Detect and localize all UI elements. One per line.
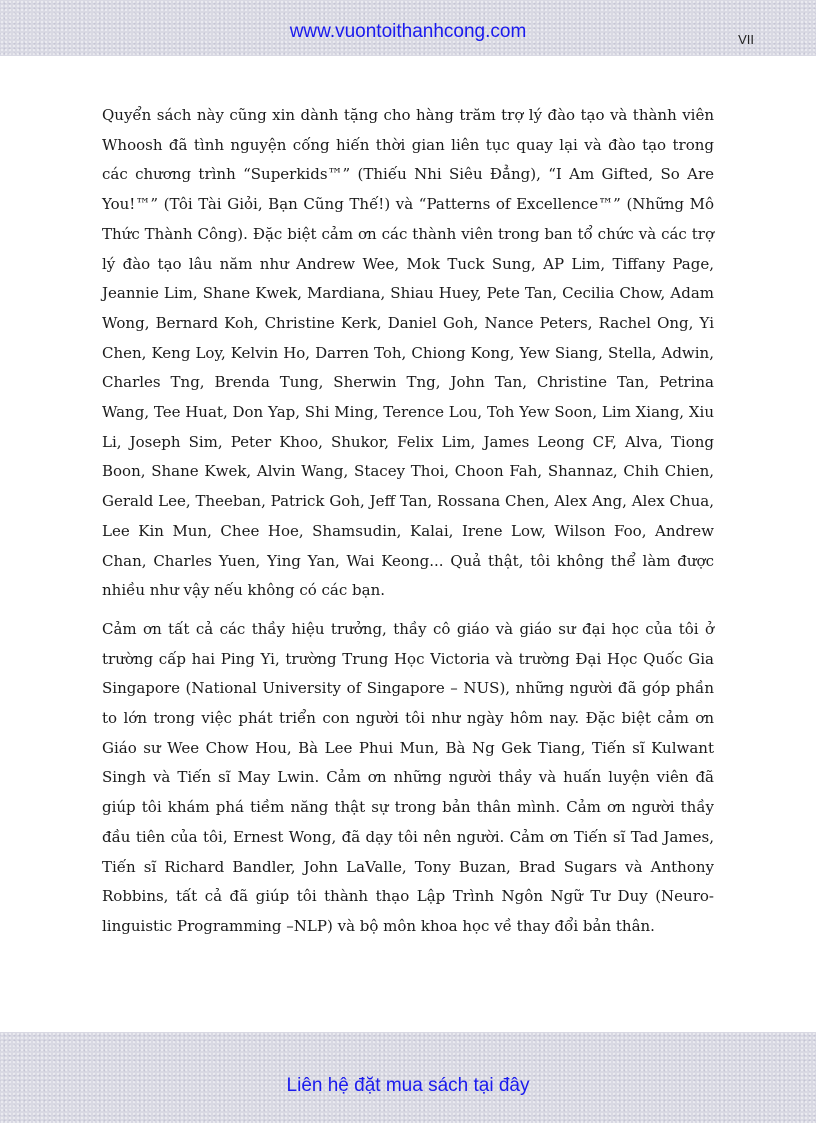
paragraph-teachers: Cảm ơn tất cả các thầy hiệu trưởng, thầy cô giáo và giáo sư đại học của tôi ở trường cấp hai Ping Yi, trường Trung Học Victoria và trường Đại Học Quốc Gia Singapore (National University of Singapore – NUS), những người đã góp phần to lớn trong việc phát triển con người tôi như ngày hôm nay. Đặc biệt cảm ơn Giáo sư Wee Chow Hou, Bà Lee Phui Mun, Bà Ng Gek Tiang, Tiến sĩ Kulwant Singh và Tiến sĩ May Lwin. Cảm ơn những người thầy và huấn luyện viên đã giúp tôi khám phá tiềm năng thật sự trong bản thân mình. Cảm ơn người thầy đầu tiên của tôi, Ernest Wong, đã dạy tôi nên người. Cảm ơn Tiến sĩ Tad James, Tiến sĩ Richard Bandler, John LaValle, Tony Buzan, Brad Sugars và Anthony Robbins, tất cả đã giúp tôi thành thạo Lập Trình Ngôn Ngữ Tư Duy (Neuro-linguistic Programming –NLP) và bộ môn khoa học về thay đổi bản thân. xyxy=(102,619,714,935)
paragraph-dedication: Quyển sách này cũng xin dành tặng cho hàng trăm trợ lý đào tạo và thành viên Whoosh đã tình nguyện cống hiến thời gian liên tục quay lại và đào tạo trong các chương trình “Superkids™” (Thiếu Nhi Siêu Đẳng), “I Am Gifted, So Are You!™” (Tôi Tài Giỏi, Bạn Cũng Thế!) và “Patterns of Excellence™” (Những Mô Thức Thành Công). Đặc biệt cảm ơn các thành viên trong ban tổ chức và các trợ lý đào tạo lâu năm như Andrew Wee, Mok Tuck Sung, AP Lim, Tiffany Page, Jeannie Lim, Shane Kwek, Mardiana, Shiau Huey, Pete Tan, Cecilia Chow, Adam Wong, Bernard Koh, Christine Kerk, Daniel Goh, Nance Peters, Rachel Ong, Yi Chen, Keng Loy, Kelvin Ho, Darren Toh, Chiong Kong, Yew Siang, Stella, Adwin, Charles Tng, Brenda Tung, Sherwin Tng, John Tan, Christine Tan, Petrina Wang, Tee Huat, Don Yap, Shi Ming, Terence Lou, Toh Yew Soon, Lim Xiang, Xiu Li, Joseph Sim, Peter Khoo, Shukor, Felix Lim, James Leong CF, Alva, Tiong Boon, Shane Kwek, Alvin Wang, Stacey Thoi, Choon Fah, Shannaz, Chih Chien, Gerald Lee, Theeban, Patrick Goh, Jeff Tan, Rossana Chen, Alex Ang, Alex Chua, Lee Kin Mun, Chee Hoe, Shamsudin, Kalai, Irene Low, Wilson Foo, Andrew Chan, Charles Yuen, Ying Yan, Wai Keong... Quả thật, tôi không thể làm được nhiều như vậy nếu không có các bạn. xyxy=(102,106,714,600)
page-number: VII xyxy=(738,32,754,47)
website-link[interactable]: www.vuontoithanhcong.com xyxy=(289,21,527,42)
order-book-link[interactable]: Liên hệ đặt mua sách tại đây xyxy=(286,1075,530,1096)
page-body xyxy=(102,101,714,951)
